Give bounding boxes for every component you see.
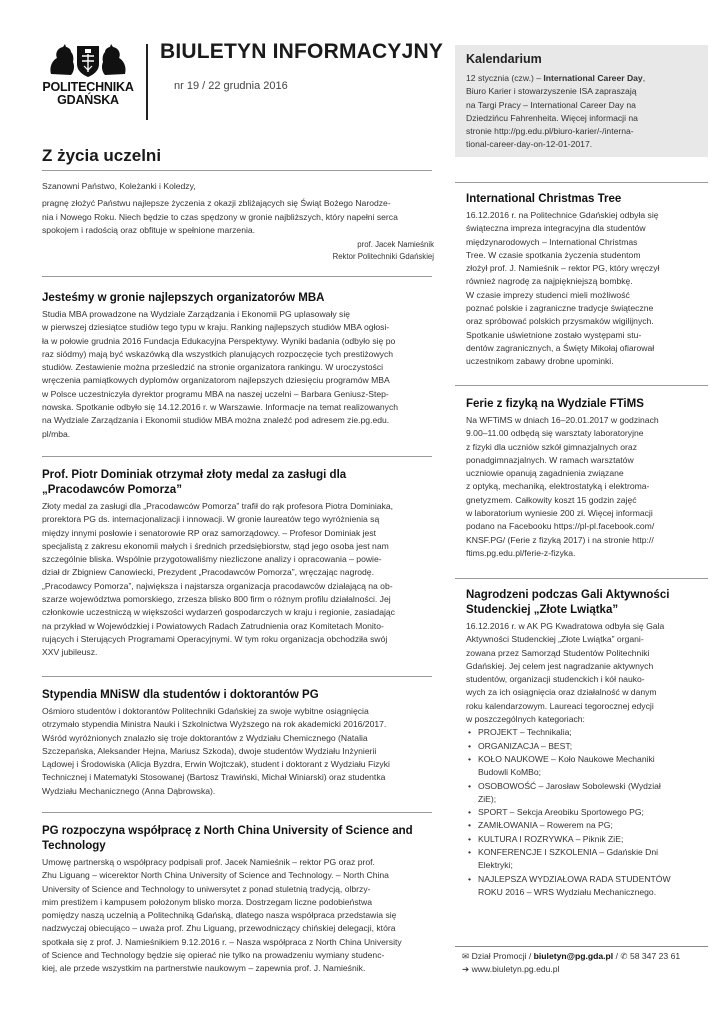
award-text: Budowli KoMBo; xyxy=(478,767,542,778)
sidebar-article-line: Tree. W czasie spotkania życzenia studentom xyxy=(466,249,641,260)
article-line: prorektora PG ds. internacjonalizacji i innowacji. W gronie laureatów tego wyróżnienia są xyxy=(42,514,380,525)
sidebar-article-line: ftims.pg.edu.pl/ferie-z-fizyka. xyxy=(466,547,576,558)
sidebar-article-line: również nagrodę za najpiękniejszą bombkę. xyxy=(466,276,633,287)
award-text: SPORT – Sekcja Areobiku Sportowego PG; xyxy=(478,807,644,818)
article-line: „Pracodawcy Pomorza”, największa i najstarsza organizacja pracodawców działającą na ob- xyxy=(42,580,393,591)
awards-list xyxy=(466,726,706,899)
sidebar-article-line: gnetyzmem. Całkowity koszt 15 godzin zajęć xyxy=(466,494,637,505)
footer-line xyxy=(462,963,680,976)
article-line: Umowę partnerską o współpracy podpisali prof. Jacek Namieśnik – rektor PG oraz prof. xyxy=(42,857,375,867)
article-line: szczególnie bliska. Wspólnie przygotowaliśmy niezliczone analizy i opracowania – powie- xyxy=(42,554,382,565)
article-line: XXV jubileusz. xyxy=(42,647,98,658)
article-line: szarze województwa pomorskiego, zrzesza blisko 800 firm o różnym profilu działalności. Jej xyxy=(42,594,391,605)
phone-icon: ✆ xyxy=(620,951,628,961)
sidebar-divider xyxy=(455,385,708,386)
article-north-china xyxy=(42,824,434,976)
article-stypendia xyxy=(42,688,434,798)
list-item xyxy=(478,819,706,832)
sidebar-article-line: uczestnikom zabawy drobne upominki. xyxy=(466,356,614,367)
article-line: mim prestiżem i kampusem położonym blisko morza. Dostrzegam liczne podobieństwa xyxy=(42,896,373,907)
list-item xyxy=(478,740,706,753)
footer-separator: / xyxy=(613,951,621,961)
sidebar-article-line: z fizyki dla uczniów szkół gimnazjalnych oraz xyxy=(466,441,637,452)
award-text: ORGANIZACJA – BEST; xyxy=(478,740,573,751)
award-text: KONFERENCJE I SZKOLENIA – Gdańskie Dni xyxy=(478,847,659,858)
award-text: KULTURA I ROZRYWKA – Piknik ZiE; xyxy=(478,833,624,844)
article-line: Wydziału Mechanicznego (Anna Dąbrowska). xyxy=(42,785,216,796)
article-dominiak xyxy=(42,468,434,660)
article-title: Jesteśmy w gronie najlepszych organizatorów MBA xyxy=(42,292,325,304)
section-divider xyxy=(42,170,432,171)
sidebar-article-line: Spotkanie uświetnione zostało występami stu- xyxy=(466,329,642,340)
sidebar-article-line: w laboratorium wyniesie 200 zł. Więcej informacji xyxy=(466,508,653,519)
sidebar-article-line: Aktywności Studenckiej „Złote Lwiątka” organi- xyxy=(466,634,644,645)
article-line: Studia MBA prowadzone na Wydziale Zarządzania i Ekonomii PG uplasowały się xyxy=(42,309,351,319)
article-line: rujących i Sterujących Programami Operacyjnymi. W tym roku organizacja obchodziła swój xyxy=(42,633,388,644)
sidebar-article-line: 16.12.2016 r. na Politechnice Gdańskiej odbyła się xyxy=(466,210,659,220)
article-line: otrzymało stypendia Ministra Nauki i Szkolnictwa Wyższego na rok akademicki 2016/2017. xyxy=(42,719,387,730)
article-line: Złoty medal za zasługi dla „Pracodawców Pomorza” trafił do rąk profesora Piotra Dominiaka, xyxy=(42,501,394,511)
article-line: nadzwyczaj obiecująco – uważa prof. Zhu Liguang, przewodniczący chińskiej delegacji, która xyxy=(42,923,396,934)
kalendarium-comma: , xyxy=(642,73,646,83)
article-line: Lądowej i Środowiska (Alicja Byzdra, Erwin Wojtczak), student i doktorant z Wydziału Fizyki xyxy=(42,759,390,770)
intro-line: spokojem i radością oraz obfituje w spełnione marzenia. xyxy=(42,224,256,235)
list-item xyxy=(478,846,706,873)
sidebar-article-title: Studenckiej „Złote Lwiątka” xyxy=(466,604,619,616)
logo-line1: POLITECHNIKA xyxy=(42,80,134,94)
sidebar-article-line: W czasie imprezy studenci mieli możliwość xyxy=(466,289,630,300)
article-line: nowska. Spotkanie odbyło się 14.12.2016 r. w Warszawie. Informacje na temat realizowanych xyxy=(42,402,399,413)
article-line: spotkała się z prof. J. Namieśnikiem 9.12.2016 r. – Nasza współpraca z North China University xyxy=(42,936,402,947)
article-line: pl/mba. xyxy=(42,428,71,439)
award-text: ZiE); xyxy=(478,793,497,804)
newsletter-title: BIULETYN INFORMACYJNY xyxy=(160,40,444,63)
article-title: Prof. Piotr Dominiak otrzymał złoty medal za zasługi dla xyxy=(42,469,347,481)
article-line: of Science and Technology będzie się opierać nie tylko na prowadzeniu wymiany studenc- xyxy=(42,950,385,961)
article-title: PG rozpoczyna współpracę z North China University of Science and xyxy=(42,825,413,837)
article-line: wręczenia pamiątkowych dyplomów organizatorom najlepszych dziesięciu programów MBA xyxy=(42,375,390,386)
kalendarium-body xyxy=(466,72,702,152)
article-line: Zhu Liguang – wicerektor North China University of Science and Technology. – North China xyxy=(42,870,389,881)
article-line: Technicznej i Matematyki Stosowanej (Bartosz Trawiński, Michał Winiarski) oraz studentka xyxy=(42,772,386,783)
article-line: na przykład w Wojewódzkiej i Powiatowych Radach Zatrudnienia oraz Komitetach Monito- xyxy=(42,620,384,631)
article-line: w pierwszej dziesiątce studiów tego typu w kraju. Ranking najlepszych studiów MBA ogłosi- xyxy=(42,322,390,333)
article-line: pomiędzy naszą uczelnią a Politechniką Gdańską, dlatego nasza współpraca przedstawia się xyxy=(42,910,397,921)
kalendarium-line: Biuro Karier i stowarzyszenie ISA zapraszają xyxy=(466,86,637,97)
article-line: w Polsce uczestniczyła dyrektor programu MBA na naszej uczelni – Barbara Geniusz-Step- xyxy=(42,388,389,399)
mail-icon: ✉ xyxy=(462,951,470,961)
sidebar-article-line: w poszczególnych kategoriach: xyxy=(466,714,585,725)
sidebar-article-line: złożył prof. J. Namieśnik – rektor PG, który wręczył xyxy=(466,263,660,274)
article-line: kiej, ale przede wszystkim na partnerstwie naukowym – zapewnia prof. J. Namieśnik. xyxy=(42,963,366,974)
sidebar-article-line: Na WFTiMS w dniach 16–20.01.2017 w godzinach xyxy=(466,415,659,425)
article-mba xyxy=(42,291,434,441)
sidebar-article-line: z optyką, mechaniką, elektrostatyką i elektroma- xyxy=(466,481,650,492)
article-ferie-fizyka xyxy=(466,397,706,560)
article-line: Szczepańska, Aleksander Hejna, Mariusz Szkoda), dwoje studentów Wydziału Inżynierii xyxy=(42,745,377,756)
greeting-line: Szanowni Państwo, Koleżanki i Koledzy, xyxy=(42,181,196,191)
kalendarium-event: International Career Day xyxy=(543,73,643,83)
article-divider xyxy=(42,812,432,813)
list-item xyxy=(478,726,706,739)
footer-contact xyxy=(462,950,680,976)
rector-greeting xyxy=(42,180,434,263)
footer-department: Dział Promocji / xyxy=(471,951,534,961)
arrow-right-icon: ➔ xyxy=(462,964,470,974)
article-divider xyxy=(42,276,432,277)
list-item xyxy=(478,806,706,819)
article-line: ła w połowie grudnia 2016 Fundacja Edukacyjna Perspektywy. Wyniki badania (odbyło się po xyxy=(42,335,396,346)
sidebar-article-line: 16.12.2016 r. w AK PG Kwadratowa odbyła się Gala xyxy=(466,621,665,631)
list-item xyxy=(478,873,706,900)
sidebar-article-line: roku kalendarzowym. Laureaci tegorocznej edycji xyxy=(466,700,654,711)
issue-info: nr 19 / 22 grudnia 2016 xyxy=(174,80,288,92)
article-line: Ośmioro studentów i doktorantów Politechniki Gdańskiej za swoje wybitne osiągnięcia xyxy=(42,706,369,716)
footer-email-link[interactable]: biuletyn@pg.gda.pl xyxy=(533,951,614,961)
kalendarium-line: tional-career-day-on-12-01-2017. xyxy=(466,139,593,150)
article-line: Wśród wyróżnionych znalazło się troje doktorantów z Wydziału Chemicznego (Natalia xyxy=(42,732,368,743)
sidebar-divider xyxy=(455,578,708,579)
article-divider xyxy=(42,456,432,457)
article-christmas-tree xyxy=(466,192,706,369)
article-title: „Pracodawców Pomorza” xyxy=(42,484,182,496)
kalendarium-line: na Targi Pracy – International Career Day na xyxy=(466,99,636,110)
signature-name: prof. Jacek Namieśnik xyxy=(357,240,434,250)
article-line: raz siódmy) mają być wskazówką dla wszystkich planujących rozpoczęcie tych prestiżowych xyxy=(42,348,394,359)
section-title: Z życia uczelni xyxy=(42,146,162,165)
sidebar-article-line: uczniowie opanują zagadnienia związane xyxy=(466,468,624,479)
list-item xyxy=(478,753,706,780)
award-text: OSOBOWOŚĆ – Jarosław Sobolewski (Wydział xyxy=(478,780,661,791)
sidebar-article-line: oraz spróbować polskich przysmaków wigilijnych. xyxy=(466,316,654,327)
award-text: ZAMIŁOWANIA – Rowerem na PG; xyxy=(478,820,613,831)
award-text: KOŁO NAUKOWE – Koło Naukowe Mechaniki xyxy=(478,753,655,764)
sidebar-article-title: International Christmas Tree xyxy=(466,193,622,205)
award-text: Elektryki; xyxy=(478,860,513,871)
university-logo xyxy=(42,42,134,107)
article-line: członkowie uczestniczą w większości wydarzeń gospodarczych w kraju i regionie, zasiadając xyxy=(42,607,395,618)
sidebar-article-line: podano na Facebooku https://pl-pl.facebook.com/ xyxy=(466,521,655,532)
footer-line xyxy=(462,950,680,963)
sidebar-article-line: 9.00–11.00 odbędą się warsztaty laboratoryjne xyxy=(466,428,644,439)
kalendarium-title: Kalendarium xyxy=(466,52,542,66)
sidebar-article-line: ponadgimnazjalnych. W ramach warsztatów xyxy=(466,454,634,465)
article-title: Stypendia MNiSW dla studentów i doktorantów PG xyxy=(42,689,319,701)
award-text: ROKU 2016 – WRS Wydziału Mechanicznego. xyxy=(478,886,657,897)
kalendarium-line: stronie http://pg.edu.pl/biuro-karier/-/interna- xyxy=(466,126,634,137)
header-divider xyxy=(146,44,148,120)
sidebar-article-line: wych za ich osiągnięcia oraz działalność w danym xyxy=(466,687,657,698)
intro-line: nia i Nowego Roku. Niech będzie to czas spędzony w gronie najbliższych, który napełni serca xyxy=(42,211,398,222)
article-line: między innymi posłowie i senatorowie RP oraz samorządowcy. – Profesor Dominiak jest xyxy=(42,527,377,538)
kalendarium-line: Dziedzińcu Fahrenheita. Więcej informacji na xyxy=(466,112,638,123)
kalendarium-line xyxy=(466,72,702,85)
sidebar-divider xyxy=(455,182,708,183)
article-divider xyxy=(42,676,432,677)
intro-line: pragnę złożyć Państwu najlepsze życzenia z okazji zbliżających się Świąt Bożego Narodze- xyxy=(42,198,391,209)
article-zlote-lwiatka xyxy=(466,588,706,899)
kalendarium-date: 12 stycznia (czw.) – xyxy=(466,73,544,83)
article-line: specjalistą z zakresu ekonomii małych i średnich przedsiębiorstw, stąd jego osoba jest nam xyxy=(42,540,389,551)
article-line: University of Science and Technology to uniwersytet z ponad stuletnią tradycją, olbrzy- xyxy=(42,883,371,894)
sidebar-article-line: zowana przez Samorząd Studentów Politechniki xyxy=(466,647,650,658)
sidebar-article-line: KNSF.PG/ (Ferie z fizyką 2017) i na stronie http:// xyxy=(466,534,654,545)
sidebar-article-line: studentów, organizacji studenckich i kół nauko- xyxy=(466,674,645,685)
sidebar-article-line: dentów zagranicznych, a Święty Mikołaj ofiarował xyxy=(466,342,655,353)
sidebar-article-line: świąteczna impreza integracyjna dla studentów xyxy=(466,223,646,234)
sidebar-article-line: poznać polskie i zagraniczne tradycje świąteczne xyxy=(466,303,654,314)
sidebar-article-line: Gdańskiej. Jej celem jest nagradzanie aktywnych xyxy=(466,660,654,671)
footer-website-link[interactable]: www.biuletyn.pg.edu.pl xyxy=(471,964,560,974)
footer-phone: 58 347 23 61 xyxy=(629,951,681,961)
list-item xyxy=(478,833,706,846)
article-line: na Wydziale Zarządzania i Ekonomii studiów MBA można znaleźć pod adresem zie.pg.edu. xyxy=(42,415,390,426)
list-item xyxy=(478,780,706,807)
signature-title: Rektor Politechniki Gdańskiej xyxy=(332,252,434,262)
article-line: studiów. Zestawienie można prześledzić na stronie organizatora rankingu. W uroczystości xyxy=(42,362,384,373)
article-line: dział dr Zbigniew Canowiecki, Prezydent „Pracodawców Pomorza”, wręczając nagrodę. xyxy=(42,567,374,578)
sidebar-article-line: międzynarodowych – International Christmas xyxy=(466,236,638,247)
sidebar-article-title: Ferie z fizyką na Wydziale FTiMS xyxy=(466,398,644,410)
article-title: Technology xyxy=(42,840,106,852)
award-text: NAJLEPSZA WYDZIAŁOWA RADA STUDENTÓW xyxy=(478,873,671,884)
logo-line2: GDAŃSKA xyxy=(57,93,119,107)
sidebar-article-title: Nagrodzeni podczas Gali Aktywności xyxy=(466,589,670,601)
crest-lions-icon xyxy=(47,42,129,78)
award-text: PROJEKT – Technikalia; xyxy=(478,727,572,738)
